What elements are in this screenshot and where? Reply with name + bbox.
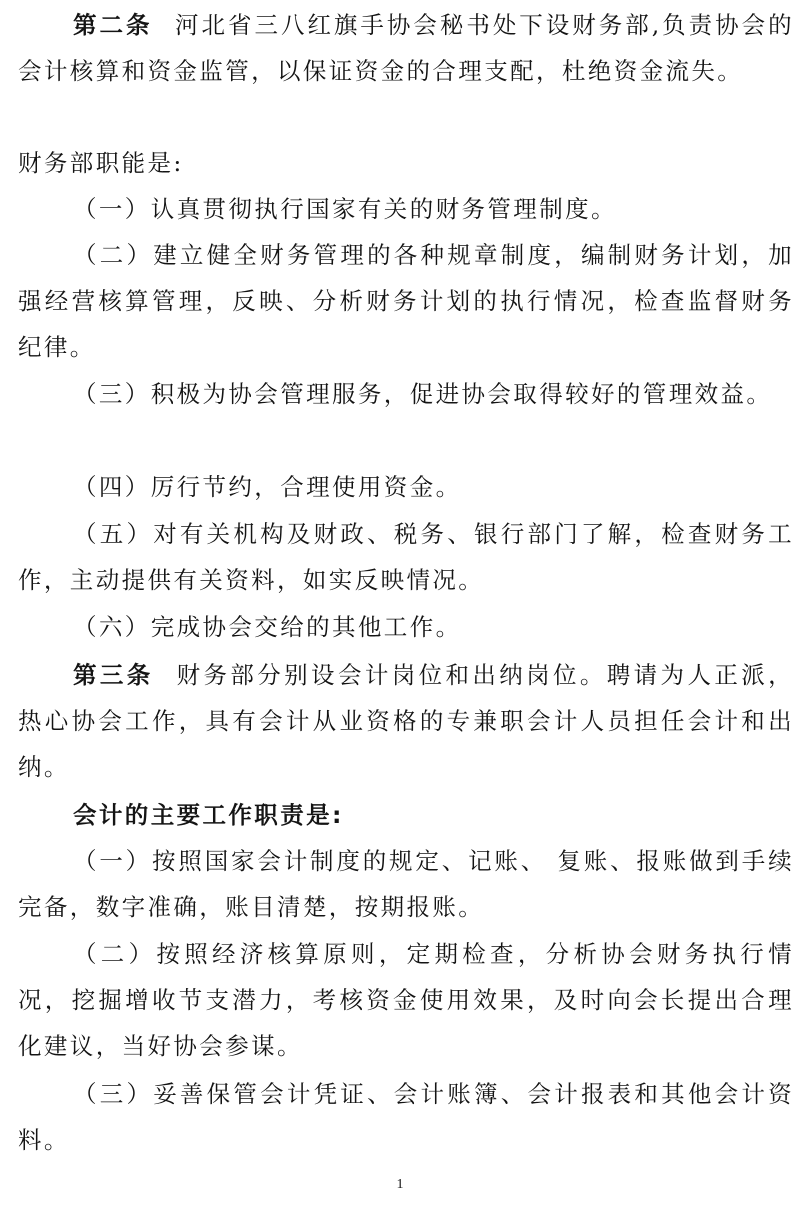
finance-function-item: （四）厉行节约，合理使用资金。 xyxy=(73,473,462,501)
accountant-duty-item: （一）按照国家会计制度的规定、记账、 复账、报账做到手续完备，数字准确，账目清楚，按期报账。 xyxy=(18,847,794,921)
finance-function-item: （二）建立健全财务管理的各种规章制度，编制财务计划，加强经营核算管理，反映、分析财务计划的执行情况，检查监督财务纪律。 xyxy=(18,241,794,361)
accountant-duty-item: （三）妥善保管会计凭证、会计账簿、会计报表和其他会计资料。 xyxy=(18,1080,794,1154)
finance-function-item: （五）对有关机构及财政、税务、银行部门了解，检查财务工作，主动提供有关资料，如实反映情况。 xyxy=(18,520,794,594)
finance-function-item: （一）认真贯彻执行国家有关的财务管理制度。 xyxy=(73,195,617,223)
finance-functions-heading: 财务部职能是: xyxy=(18,149,184,177)
article-2-text: 河北省三八红旗手协会秘书处下设财务部,负责协会的会计核算和资金监管，以保证资金的合理支配，杜绝资金流失。 xyxy=(18,11,794,85)
finance-function-item: （三）积极为协会管理服务，促进协会取得较好的管理效益。 xyxy=(73,380,773,408)
finance-function-item: （六）完成协会交给的其他工作。 xyxy=(73,613,462,641)
article-3-label: 第三条 xyxy=(73,661,154,689)
accountant-duty-item: （二）按照经济核算原则，定期检查，分析协会财务执行情况，挖掘增收节支潜力，考核资金使用效果，及时向会长提出合理化建议，当好协会参谋。 xyxy=(18,940,794,1060)
article-2-paragraph xyxy=(18,2,794,94)
page-number: 1 xyxy=(396,1177,404,1192)
accountant-duties-heading: 会计的主要工作职责是: xyxy=(73,801,344,829)
article-3-paragraph xyxy=(18,652,794,790)
article-2-label: 第二条 xyxy=(73,11,153,39)
article-3-text: 财务部分别设会计岗位和出纳岗位。聘请为人正派，热心协会工作，具有会计从业资格的专兼职会计人员担任会计和出纳。 xyxy=(18,661,794,781)
